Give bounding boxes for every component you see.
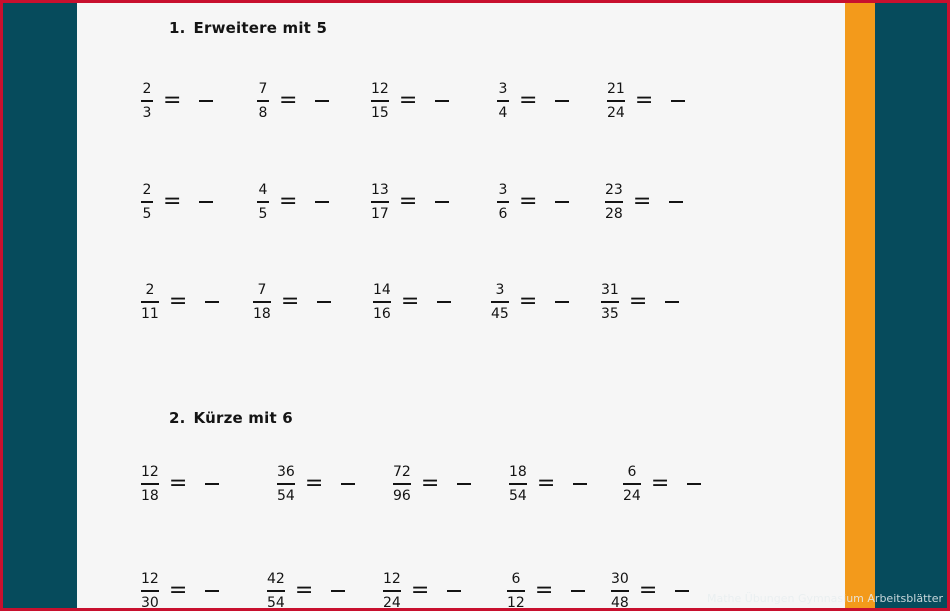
orange-accent-stripe: [845, 3, 875, 608]
fraction-exercise: [141, 282, 219, 322]
denominator: 15: [371, 104, 389, 121]
answer-blank[interactable]: [435, 100, 449, 102]
fraction-exercise: [277, 464, 355, 504]
answer-blank[interactable]: [687, 483, 701, 485]
fraction-bar: [393, 483, 411, 485]
fraction: [623, 464, 641, 504]
fraction: [257, 182, 269, 222]
section-2-number: 2.: [169, 409, 186, 427]
fraction: [507, 571, 525, 608]
fraction: [393, 464, 411, 504]
fraction-bar: [267, 590, 285, 592]
fraction: [141, 81, 153, 121]
numerator: 3: [498, 182, 508, 198]
answer-blank[interactable]: [555, 100, 569, 102]
section-1-title: Erweitere mit 5: [193, 19, 328, 37]
denominator: 4: [498, 104, 508, 121]
fraction-exercise: [605, 182, 683, 222]
equals-sign: =: [168, 288, 188, 314]
fraction: [141, 182, 153, 222]
fraction-bar: [257, 201, 269, 203]
answer-blank[interactable]: [205, 590, 219, 592]
answer-blank[interactable]: [571, 590, 585, 592]
fraction-exercise: [253, 282, 331, 322]
numerator: 7: [257, 282, 267, 298]
numerator: 13: [371, 182, 389, 198]
equals-sign: =: [534, 577, 554, 603]
denominator: 16: [373, 305, 391, 322]
equals-sign: =: [163, 188, 182, 214]
denominator: 12: [507, 594, 525, 608]
numerator: 42: [267, 571, 285, 587]
numerator: 2: [142, 182, 152, 198]
answer-blank[interactable]: [457, 483, 471, 485]
numerator: 2: [145, 282, 155, 298]
numerator: 30: [611, 571, 629, 587]
numerator: 12: [383, 571, 401, 587]
numerator: 23: [605, 182, 623, 198]
equals-sign: =: [398, 188, 418, 214]
answer-blank[interactable]: [315, 201, 329, 203]
fraction-exercise: [601, 282, 679, 322]
watermark-text: Mathe Übungen Gymnasium Arbeitsblätter: [706, 592, 943, 605]
equals-sign: =: [634, 87, 654, 113]
fraction: [509, 464, 527, 504]
fraction: [141, 571, 159, 608]
answer-blank[interactable]: [205, 483, 219, 485]
answer-blank[interactable]: [669, 201, 683, 203]
fraction-bar: [611, 590, 629, 592]
equals-sign: =: [279, 188, 298, 214]
section-1-heading: [169, 19, 327, 37]
denominator: 28: [605, 205, 623, 222]
denominator: 54: [509, 487, 527, 504]
fraction-exercise: [491, 282, 569, 322]
fraction-bar: [509, 483, 527, 485]
fraction-bar: [497, 100, 509, 102]
denominator: 35: [601, 305, 619, 322]
fraction-exercise: [371, 182, 449, 222]
equals-sign: =: [398, 87, 418, 113]
denominator: 17: [371, 205, 389, 222]
denominator: 96: [393, 487, 411, 504]
fraction-exercise: [497, 182, 569, 222]
fraction-exercise: [371, 81, 449, 121]
fraction-exercise: [257, 81, 329, 121]
fraction-bar: [497, 201, 509, 203]
answer-blank[interactable]: [671, 100, 685, 102]
denominator: 24: [383, 594, 401, 608]
equals-sign: =: [638, 577, 658, 603]
equals-sign: =: [280, 288, 300, 314]
fraction: [371, 81, 389, 121]
fraction-bar: [141, 590, 159, 592]
fraction-bar: [257, 100, 269, 102]
fraction: [497, 81, 509, 121]
equals-sign: =: [518, 288, 538, 314]
fraction: [277, 464, 295, 504]
fraction: [267, 571, 285, 608]
answer-blank[interactable]: [435, 201, 449, 203]
fraction-exercise: [141, 182, 213, 222]
fraction-exercise: [393, 464, 471, 504]
answer-blank[interactable]: [447, 590, 461, 592]
numerator: 6: [627, 464, 637, 480]
section-2-title: Kürze mit 6: [193, 409, 293, 427]
equals-sign: =: [304, 470, 324, 496]
fraction-bar: [141, 201, 153, 203]
fraction: [373, 282, 391, 322]
numerator: 3: [495, 282, 505, 298]
equals-sign: =: [410, 577, 430, 603]
fraction-exercise: [141, 464, 219, 504]
answer-blank[interactable]: [437, 301, 451, 303]
fraction: [141, 282, 159, 322]
answer-blank[interactable]: [331, 590, 345, 592]
fraction: [611, 571, 629, 608]
answer-blank[interactable]: [199, 100, 213, 102]
fraction-bar: [373, 301, 391, 303]
denominator: 3: [142, 104, 152, 121]
fraction-exercise: [257, 182, 329, 222]
denominator: 11: [141, 305, 159, 322]
answer-blank[interactable]: [555, 201, 569, 203]
equals-sign: =: [519, 188, 538, 214]
equals-sign: =: [628, 288, 648, 314]
fraction-exercise: [141, 81, 213, 121]
answer-blank[interactable]: [675, 590, 689, 592]
equals-sign: =: [519, 87, 538, 113]
denominator: 48: [611, 594, 629, 608]
fraction-exercise: [267, 571, 345, 608]
fraction-bar: [371, 201, 389, 203]
fraction-exercise: [141, 571, 219, 608]
fraction-exercise: [509, 464, 587, 504]
fraction-exercise: [607, 81, 685, 121]
denominator: 24: [607, 104, 625, 121]
fraction-bar: [383, 590, 401, 592]
fraction-bar: [141, 483, 159, 485]
fraction: [141, 464, 159, 504]
fraction: [371, 182, 389, 222]
answer-blank[interactable]: [341, 483, 355, 485]
numerator: 36: [277, 464, 295, 480]
denominator: 18: [141, 487, 159, 504]
fraction-exercise: [611, 571, 689, 608]
fraction: [601, 282, 619, 322]
denominator: 5: [258, 205, 268, 222]
equals-sign: =: [400, 288, 420, 314]
fraction-bar: [491, 301, 509, 303]
fraction: [605, 182, 623, 222]
fraction-bar: [623, 483, 641, 485]
fraction: [257, 81, 269, 121]
denominator: 6: [498, 205, 508, 222]
denominator: 5: [142, 205, 152, 222]
section-1-number: 1.: [169, 19, 186, 37]
numerator: 12: [141, 464, 159, 480]
fraction-exercise: [507, 571, 585, 608]
equals-sign: =: [420, 470, 440, 496]
equals-sign: =: [168, 470, 188, 496]
denominator: 8: [258, 104, 268, 121]
answer-blank[interactable]: [573, 483, 587, 485]
fraction-exercise: [497, 81, 569, 121]
equals-sign: =: [294, 577, 314, 603]
fraction-exercise: [623, 464, 701, 504]
denominator: 45: [491, 305, 509, 322]
numerator: 6: [511, 571, 521, 587]
answer-blank[interactable]: [665, 301, 679, 303]
numerator: 7: [258, 81, 268, 97]
section-2-heading: [169, 409, 293, 427]
fraction-bar: [141, 100, 153, 102]
equals-sign: =: [632, 188, 652, 214]
denominator: 24: [623, 487, 641, 504]
fraction: [253, 282, 271, 322]
answer-blank[interactable]: [555, 301, 569, 303]
numerator: 72: [393, 464, 411, 480]
numerator: 3: [498, 81, 508, 97]
fraction-bar: [277, 483, 295, 485]
fraction: [607, 81, 625, 121]
numerator: 12: [141, 571, 159, 587]
equals-sign: =: [650, 470, 670, 496]
fraction-bar: [601, 301, 619, 303]
numerator: 12: [371, 81, 389, 97]
answer-blank[interactable]: [205, 301, 219, 303]
numerator: 31: [601, 282, 619, 298]
denominator: 54: [277, 487, 295, 504]
answer-blank[interactable]: [199, 201, 213, 203]
fraction: [497, 182, 509, 222]
equals-sign: =: [168, 577, 188, 603]
page-frame: [3, 3, 947, 608]
denominator: 54: [267, 594, 285, 608]
fraction-bar: [253, 301, 271, 303]
numerator: 2: [142, 81, 152, 97]
numerator: 18: [509, 464, 527, 480]
equals-sign: =: [536, 470, 556, 496]
denominator: 30: [141, 594, 159, 608]
fraction-bar: [607, 100, 625, 102]
fraction-bar: [605, 201, 623, 203]
fraction-exercise: [383, 571, 461, 608]
fraction-bar: [141, 301, 159, 303]
fraction: [383, 571, 401, 608]
answer-blank[interactable]: [315, 100, 329, 102]
equals-sign: =: [163, 87, 182, 113]
answer-blank[interactable]: [317, 301, 331, 303]
fraction-bar: [371, 100, 389, 102]
fraction-exercise: [373, 282, 451, 322]
numerator: 14: [373, 282, 391, 298]
numerator: 4: [258, 182, 268, 198]
worksheet-paper: [77, 3, 847, 608]
equals-sign: =: [279, 87, 298, 113]
denominator: 18: [253, 305, 271, 322]
fraction-bar: [507, 590, 525, 592]
numerator: 21: [607, 81, 625, 97]
fraction: [491, 282, 509, 322]
